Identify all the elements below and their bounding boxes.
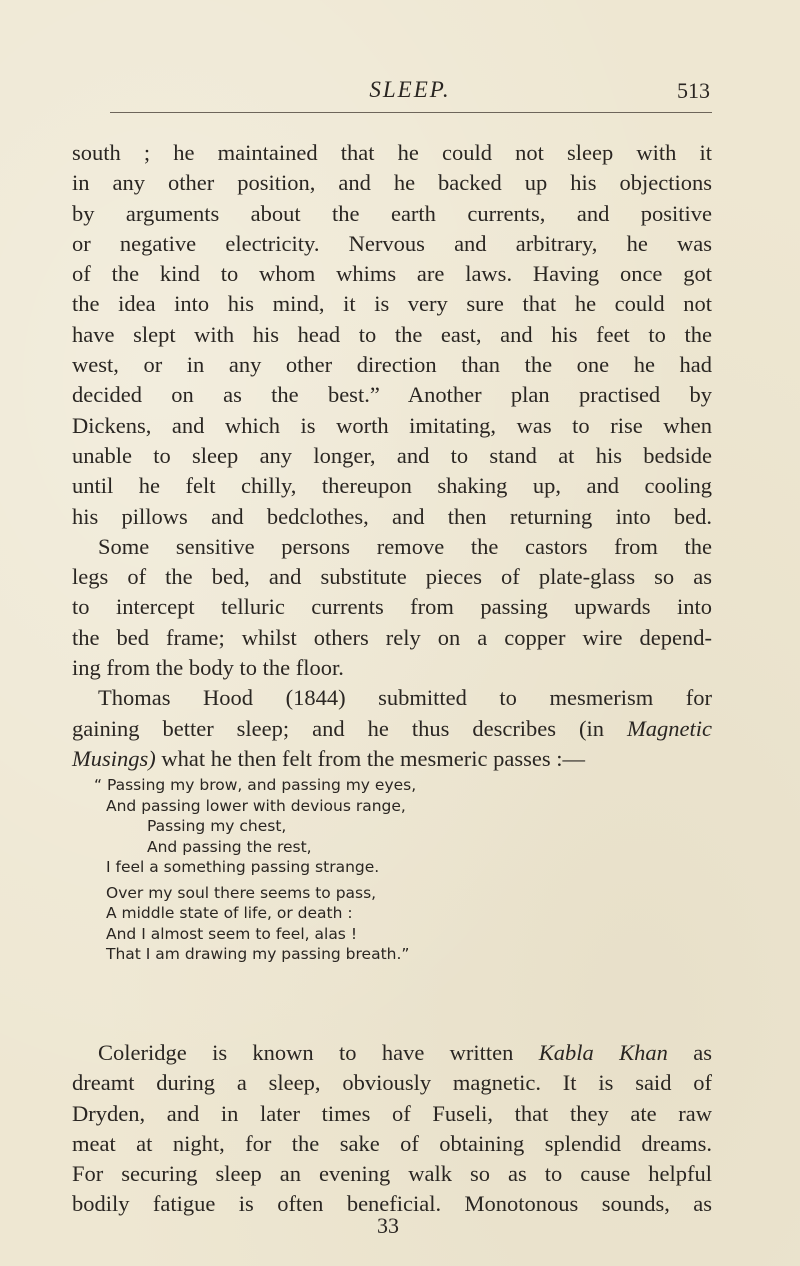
paragraph-3 <box>72 1038 712 1220</box>
text-line: For securing sleep an evening walk so as to cause helpful <box>72 1161 712 1187</box>
text-line: south ; he maintained that he could not sleep with it <box>72 140 712 165</box>
paragraph-2 <box>72 683 712 774</box>
book-title-italic: Musings) <box>72 745 156 771</box>
text-line: unable to sleep any longer, and to stand at his bedside <box>72 442 712 468</box>
paragraph-1 <box>72 138 712 683</box>
text-line: Dickens, and which is worth imitating, was to rise when <box>72 412 712 438</box>
verse-line: And passing the rest, <box>147 837 312 856</box>
verse-line: A middle state of life, or death : <box>106 904 353 922</box>
running-head <box>110 77 710 107</box>
text-line: the bed frame; whilst others rely on a copper wire depend- <box>72 624 712 650</box>
page-number: 513 <box>677 78 710 103</box>
text-run: Coleridge is known to have written <box>98 1040 539 1065</box>
text-line: in any other position, and he backed up his objections <box>72 170 712 196</box>
text-line: west, or in any other direction than the one he had <box>72 352 712 378</box>
poem-stanza-2 <box>72 883 712 965</box>
text-line: or negative electricity. Nervous and arbitrary, he was <box>72 230 712 256</box>
text-line: meat at night, for the sake of obtaining splendid dreams. <box>72 1130 712 1156</box>
text-line: of the kind to whom whims are laws. Having once got <box>72 261 712 287</box>
book-title-italic: Magnetic <box>627 715 712 741</box>
text-line: decided on as the best.” Another plan practised by <box>72 382 712 408</box>
verse-line: And passing lower with devious range, <box>106 796 406 815</box>
verse-line: “ Passing my brow, and passing my eyes, <box>94 776 417 794</box>
verse-line: I feel a something passing strange. <box>106 858 380 876</box>
text-line: by arguments about the earth currents, and positive <box>72 200 712 226</box>
book-title-italic: Kabla Khan <box>538 1040 668 1065</box>
header-rule <box>110 112 712 113</box>
text-run: what he then felt from the mesmeric passes :— <box>155 745 585 771</box>
text-line <box>72 1038 712 1068</box>
poem-stanza-1 <box>72 775 712 878</box>
text-line: Dryden, and in later times of Fuseli, that they ate raw <box>72 1100 712 1126</box>
text-line: dreamt during a sleep, obviously magnetic. It is said of <box>72 1070 712 1096</box>
text-line: his pillows and bedclothes, and then returning into bed. <box>72 503 712 529</box>
text-line: have slept with his head to the east, and his feet to the <box>72 321 712 347</box>
text-line: Thomas Hood (1844) submitted to mesmerism for <box>98 685 712 711</box>
poem-quote <box>72 775 712 965</box>
text-run: gaining better sleep; and he thus describes (in <box>72 715 628 741</box>
page-body <box>72 138 712 1217</box>
running-title: SLEEP. <box>369 77 451 102</box>
text-line: until he felt chilly, thereupon shaking up, and cooling <box>72 473 712 499</box>
text-line: bodily fatigue is often beneficial. Monotonous sounds, as <box>72 1191 712 1217</box>
text-run: as <box>667 1040 712 1065</box>
verse-line: Over my soul there seems to pass, <box>106 883 377 902</box>
verse-line: Passing my chest, <box>147 817 287 835</box>
text-line: to intercept telluric currents from passing upwards into <box>72 594 712 620</box>
text-line: ing from the body to the floor. <box>72 655 344 681</box>
text-line: legs of the bed, and substitute pieces of plate-glass so as <box>72 564 712 590</box>
verse-line: And I almost seem to feel, alas ! <box>106 924 358 943</box>
text-line <box>72 714 712 744</box>
signature-mark: 33 <box>377 1213 399 1238</box>
text-line: the idea into his mind, it is very sure that he could not <box>72 291 712 317</box>
text-line <box>72 744 712 774</box>
text-line: Some sensitive persons remove the castors from the <box>98 533 712 559</box>
verse-line: That I am drawing my passing breath.” <box>106 945 410 963</box>
